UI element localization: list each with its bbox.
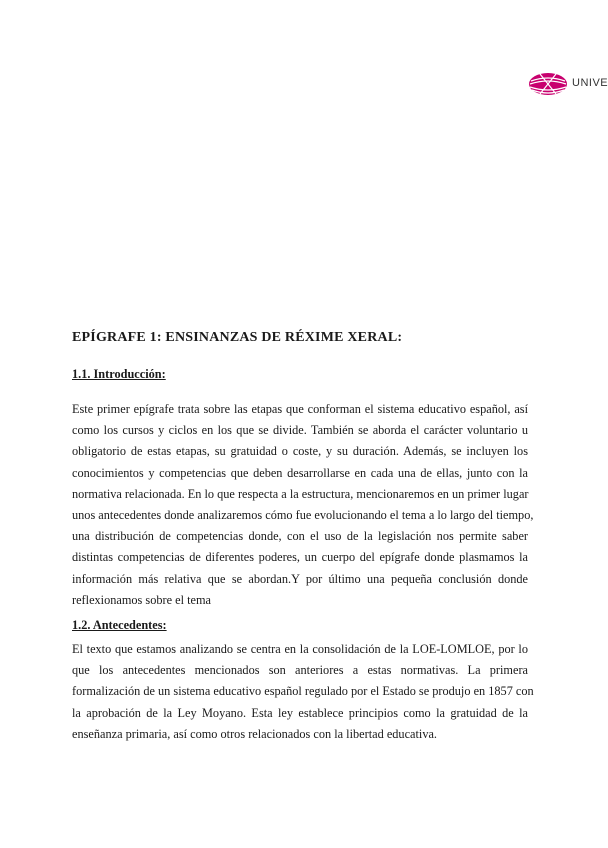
page-title: EPÍGRAFE 1: ENSINANZAS DE RÉXIME XERAL:: [72, 330, 403, 345]
paragraph-line: enseñanza primaria, así como otros relacionados con la libertad educativa.: [72, 726, 437, 741]
paragraph-line: obligatorio de estas etapas, su gratuidad o coste, y su duración. Además, se incluyen los: [72, 444, 528, 459]
paragraph-line: que los antecedentes mencionados son anteriores a estas normativas. La primera: [72, 663, 528, 678]
paragraph-line: como los cursos y ciclos en los que se divide. También se aborda el carácter voluntario u: [72, 423, 528, 438]
antecedentes-paragraph: [72, 639, 534, 745]
paragraph-line: reflexionamos sobre el tema: [72, 592, 211, 607]
paragraph-line: unos antecedentes donde analizaremos cómo fue evolucionando el tema a lo largo del tiempo,: [72, 508, 534, 523]
logo-text: UNIVE: [572, 77, 608, 89]
university-logo: [528, 72, 608, 96]
paragraph-line: Este primer epígrafe trata sobre las etapas que conforman el sistema educativo español, así: [72, 402, 528, 416]
paragraph-line: la aprobación de la Ley Moyano. Esta ley establece principios como la gratuidad de la: [72, 705, 528, 720]
university-logo-icon: [528, 72, 568, 96]
paragraph-line: formalización de un sistema educativo español regulado por el Estado se produjo en 1857 con: [72, 684, 534, 699]
introduccion-paragraph: [72, 399, 534, 611]
paragraph-line: conocimientos y competencias que deben desarrollarse en cada una de ellas, junto con la: [72, 465, 528, 480]
paragraph-line: normativa relacionada. En lo que respecta a la estructura, mencionaremos en un primer lugar: [72, 486, 529, 501]
section-heading-antecedentes: 1.2. Antecedentes:: [72, 618, 167, 632]
paragraph-line: El texto que estamos analizando se centra en la consolidación de la LOE-LOMLOE, por lo: [72, 642, 528, 656]
paragraph-line: distintas competencias de diferentes poderes, un cuerpo del epígrafe donde plasmamos la: [72, 550, 528, 565]
paragraph-line: información más relativa que se abordan.Y por último una pequeña conclusión donde: [72, 571, 528, 586]
paragraph-line: una distribución de competencias donde, con el uso de la legislación nos permite saber: [72, 529, 528, 544]
section-heading-introduccion: 1.1. Introducción:: [72, 367, 166, 381]
